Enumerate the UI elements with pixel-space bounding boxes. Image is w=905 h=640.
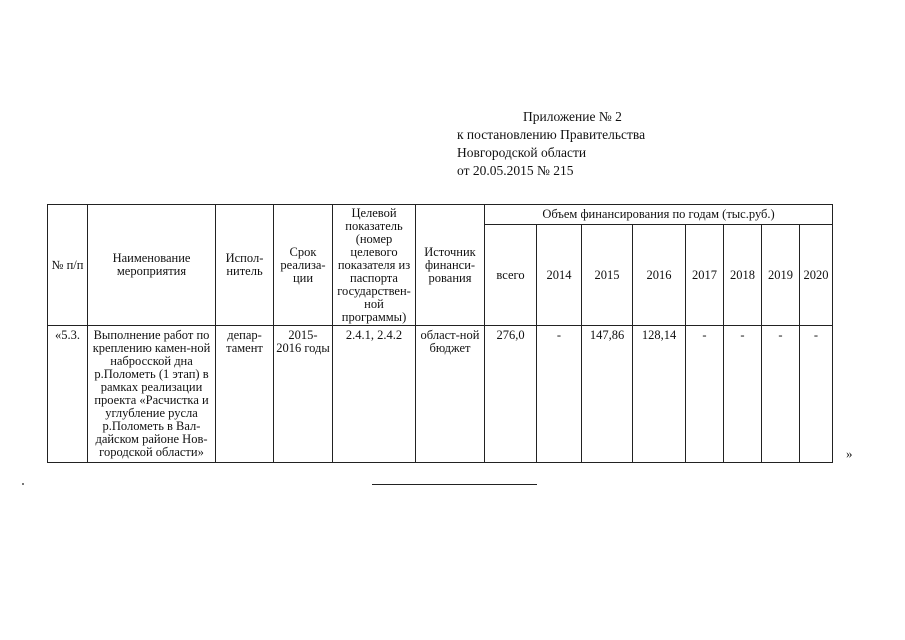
col-header-2016: 2016: [633, 225, 686, 326]
appendix-region: Новгородской области: [457, 145, 587, 160]
cell-term: 2015-2016 годы: [274, 326, 333, 463]
cell-name: Выполнение работ по креплению камен-ной набросской дна р.Полометь (1 этап) в рамках реализации проекта «Расчистка и углубление русла р.Полометь в Вал-дайском районе Нов-городской области»: [88, 326, 216, 463]
appendix-resolution: к постановлению Правительства: [457, 127, 646, 142]
col-header-total: всего: [485, 225, 537, 326]
col-header-num: № п/п: [48, 205, 88, 326]
divider-line: [372, 484, 537, 485]
appendix-title: Приложение № 2: [523, 109, 622, 124]
cell-2019: -: [762, 326, 800, 463]
cell-2014: -: [537, 326, 582, 463]
cell-2018: -: [724, 326, 762, 463]
cell-2015: 147,86: [582, 326, 633, 463]
closing-quote: »: [846, 446, 853, 461]
header-row-top: [48, 205, 833, 225]
cell-source: област-ной бюджет: [416, 326, 485, 463]
cell-num: «5.3.: [48, 326, 88, 463]
table-row: [48, 326, 833, 463]
appendix-header: [457, 108, 645, 180]
col-header-funding-group: Объем финансирования по годам (тыс.руб.): [485, 205, 833, 225]
cell-2020: -: [800, 326, 833, 463]
col-header-2018: 2018: [724, 225, 762, 326]
col-header-executor: Испол-нитель: [216, 205, 274, 326]
col-header-term: Срок реализа-ции: [274, 205, 333, 326]
col-header-target: Целевой показатель (номер целевого показателя из паспорта государствен-ной программы): [333, 205, 416, 326]
cell-2017: -: [686, 326, 724, 463]
cell-target: 2.4.1, 2.4.2: [333, 326, 416, 463]
funding-table: [47, 204, 833, 463]
cell-executor: депар-тамент: [216, 326, 274, 463]
col-header-name: Наименование мероприятия: [88, 205, 216, 326]
col-header-2014: 2014: [537, 225, 582, 326]
col-header-2020: 2020: [800, 225, 833, 326]
cell-total: 276,0: [485, 326, 537, 463]
col-header-2017: 2017: [686, 225, 724, 326]
col-header-source: Источник финанси-рования: [416, 205, 485, 326]
col-header-2019: 2019: [762, 225, 800, 326]
cell-2016: 128,14: [633, 326, 686, 463]
col-header-2015: 2015: [582, 225, 633, 326]
appendix-date: от 20.05.2015 № 215: [457, 163, 574, 178]
scan-speck: [22, 483, 24, 485]
